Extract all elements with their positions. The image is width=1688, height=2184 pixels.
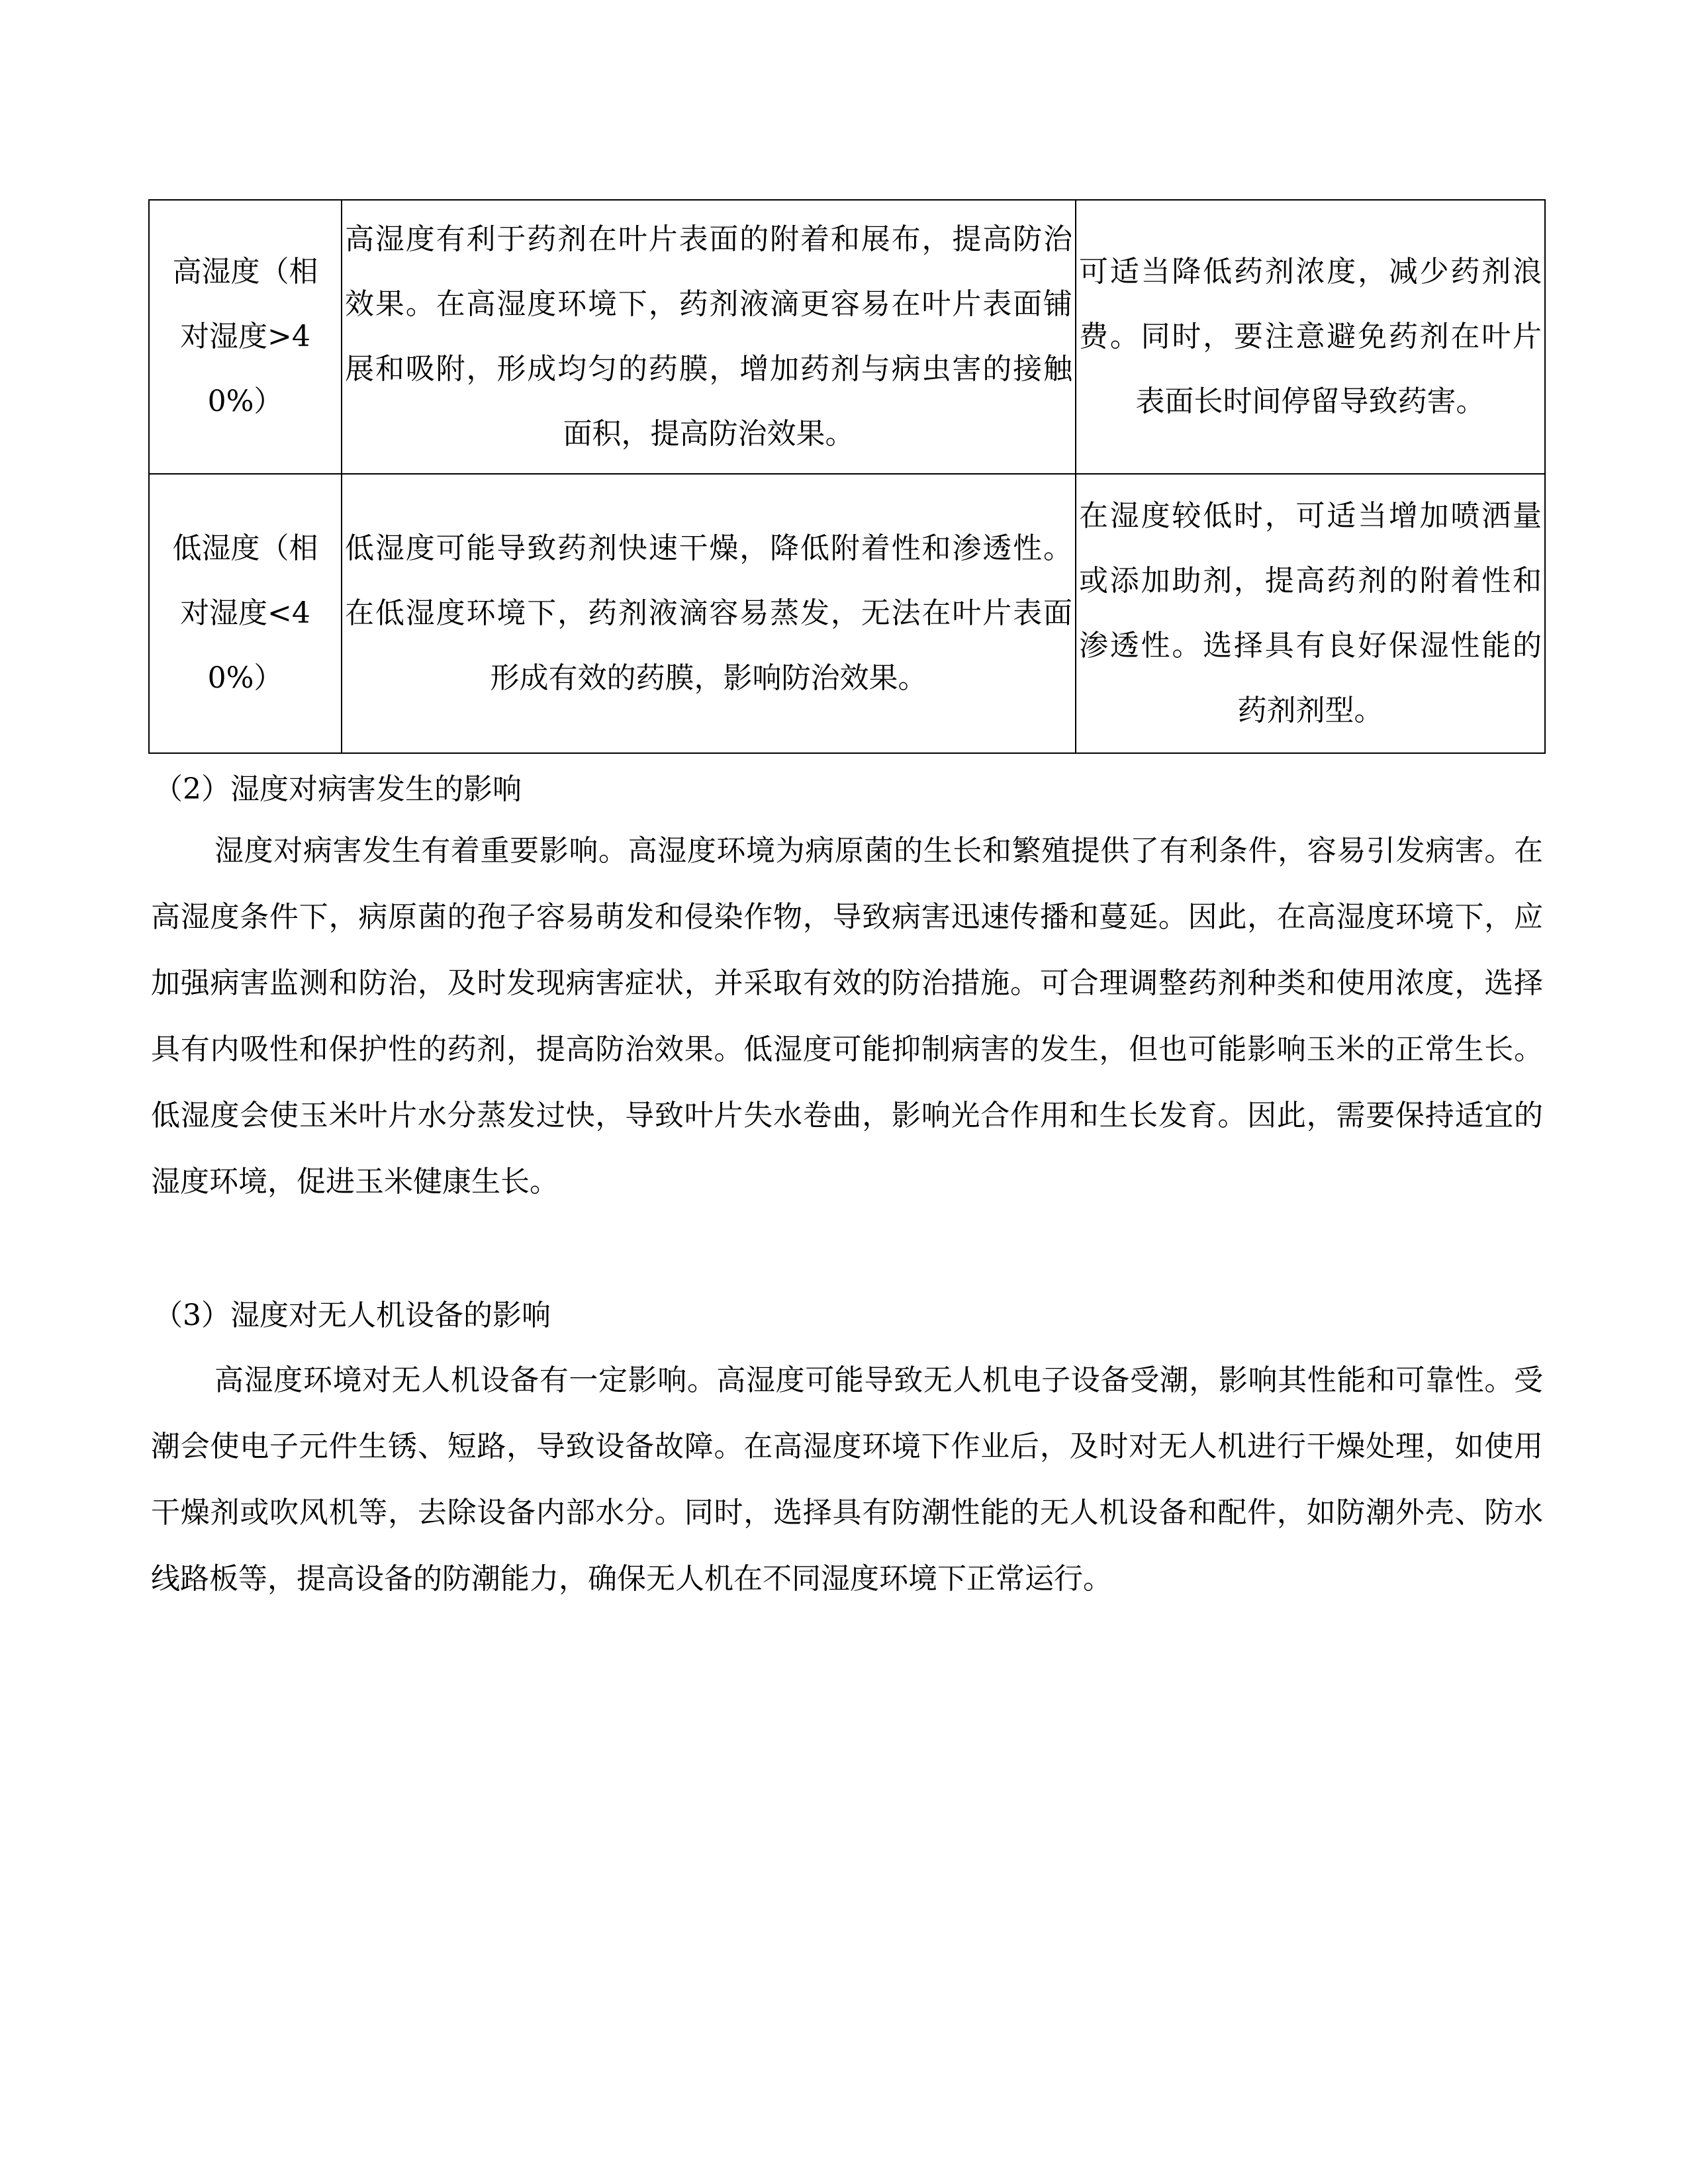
section-heading-drone: （3）湿度对无人机设备的影响 xyxy=(154,1298,551,1332)
high-humidity-effect-cell: 高湿度有利于药剂在叶片表面的附着和展布，提高防治效果。在高湿度环境下，药剂液滴更容易在叶片表面铺展和吸附，形成均匀的药膜，增加药剂与病虫害的接触面积，提高防治效果。 xyxy=(342,200,1076,474)
section-paragraph-disease: 湿度对病害发生有着重要影响。高湿度环境为病原菌的生长和繁殖提供了有利条件，容易引发病害。在高湿度条件下，病原菌的孢子容易萌发和侵染作物，导致病害迅速传播和蔓延。因此，在高湿度环境下，应加强病害监测和防治，及时发现病害症状，并采取有效的防治措施。可合理调整药剂种类和使用浓度，选择具有内吸性和保护性的药剂，提高防治效果。低湿度可能抑制病害的发生，但也可能影响玉米的正常生长。低湿度会使玉米叶片水分蒸发过快，导致叶片失水卷曲，影响光合作用和生长发育。因此，需要保持适宜的湿度环境，促进玉米健康生长。 xyxy=(151,834,1543,1199)
humidity-effects-table xyxy=(148,199,1546,754)
high-humidity-condition-cell: 高湿度（相对湿度>40%） xyxy=(149,200,342,474)
low-humidity-condition-cell: 低湿度（相对湿度<40%） xyxy=(149,474,342,753)
low-humidity-effect-cell: 低湿度可能导致药剂快速干燥，降低附着性和渗透性。在低湿度环境下，药剂液滴容易蒸发，无法在叶片表面形成有效的药膜，影响防治效果。 xyxy=(342,474,1076,753)
high-humidity-measure-cell: 可适当降低药剂浓度，减少药剂浪费。同时，要注意避免药剂在叶片表面长时间停留导致药害。 xyxy=(1076,200,1545,474)
table-row-low-humidity xyxy=(149,474,1545,753)
low-humidity-measure-cell: 在湿度较低时，可适当增加喷洒量或添加助剂，提高药剂的附着性和渗透性。选择具有良好保湿性能的药剂剂型。 xyxy=(1076,474,1545,753)
section-paragraph-drone: 高湿度环境对无人机设备有一定影响。高湿度可能导致无人机电子设备受潮，影响其性能和可靠性。受潮会使电子元件生锈、短路，导致设备故障。在高湿度环境下作业后，及时对无人机进行干燥处理，如使用干燥剂或吹风机等，去除设备内部水分。同时，选择具有防潮性能的无人机设备和配件，如防潮外壳、防水线路板等，提高设备的防潮能力，确保无人机在不同湿度环境下正常运行。 xyxy=(151,1363,1543,1596)
section-heading-disease: （2）湿度对病害发生的影响 xyxy=(154,772,522,806)
table-row-high-humidity xyxy=(149,200,1545,474)
